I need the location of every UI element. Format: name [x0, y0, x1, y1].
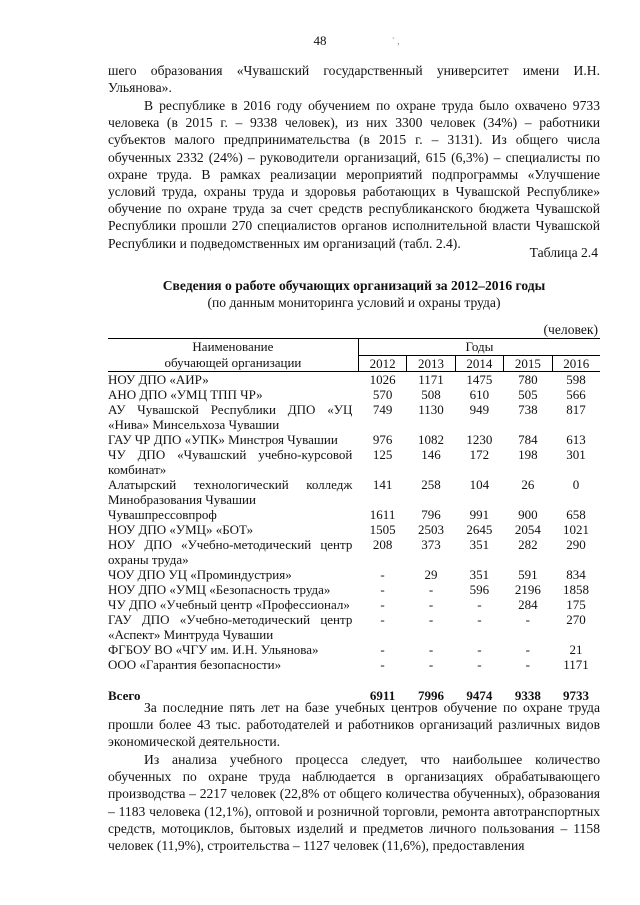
table-row: [108, 522, 600, 537]
value-2014: 610: [469, 387, 490, 402]
value-2012: -: [380, 567, 385, 582]
organization-name: АУ Чувашской Республики ДПО «УЦ «Нива» Минсельхоза Чувашии: [108, 402, 353, 432]
value-2014: 949: [469, 402, 490, 417]
table-title-block: [108, 277, 600, 311]
table-body: [108, 372, 600, 704]
organization-name: НОУ ДПО «Учебно-методический центр охраны труда»: [108, 537, 353, 567]
paragraph-4: Из анализа учебного процесса следует, что наибольшее количество обученных по охране труда наблюдается в организациях обрабатывающего производства – 2217 человек (22,8% от общего количества обученных), образования – 1183 человека (12,1%), оптовой и розничной торговли, ремонта автотранспортных средств, мотоциклов, бытовых изделий и предметов личного пользования – 1158 человек (11,9%), строительства – 1127 человек (11,6%), предоставления: [108, 752, 600, 854]
value-2013: 1171: [418, 372, 444, 387]
value-2014: 9474: [466, 688, 493, 703]
table-row: [108, 387, 600, 402]
value-2016: 0: [572, 477, 580, 492]
value-2016: 270: [566, 612, 586, 627]
column-header-years: Годы: [358, 339, 600, 356]
table-row: [108, 402, 600, 432]
table-row: [108, 567, 600, 582]
value-2015: 900: [518, 507, 538, 522]
table-row: [108, 582, 600, 597]
organization-name: НОУ ДПО «АИР»: [108, 372, 209, 387]
organization-name: ЧОУ ДПО УЦ «Проминдустрия»: [108, 567, 292, 582]
organization-name: ГАУ ЧР ДПО «УПК» Минстроя Чувашии: [108, 432, 338, 447]
value-2014: 2645: [466, 522, 493, 537]
value-2015: 738: [518, 402, 538, 417]
value-2012: -: [380, 597, 385, 612]
value-2014: 351: [469, 567, 490, 582]
table-row: [108, 537, 600, 567]
value-2014: -: [477, 612, 482, 627]
value-2016: 658: [566, 507, 586, 522]
organization-name: НОУ ДПО «УМЦ» «БОТ»: [108, 522, 254, 537]
value-2013: 1130: [418, 402, 444, 417]
table-row: [108, 657, 600, 672]
value-2012: 1611: [369, 507, 396, 522]
value-2012: -: [380, 642, 385, 657]
value-2012: 208: [372, 537, 393, 552]
value-2016: 613: [566, 432, 586, 447]
year-header-2013: 2013: [407, 355, 455, 372]
value-2015: 2196: [514, 582, 541, 597]
value-2012: -: [380, 582, 385, 597]
year-header-2016: 2016: [552, 355, 600, 372]
organization-name: ЧУ ДПО «Чувашский учебно-курсовой комбинат»: [108, 447, 353, 477]
organization-name: АНО ДПО «УМЦ ТПП ЧР»: [108, 387, 263, 402]
table-title: Сведения о работе обучающих организаций за 2012–2016 годы: [162, 278, 546, 293]
value-2012: -: [380, 612, 385, 627]
organization-name: НОУ ДПО «УМЦ «Безопасность труда»: [108, 582, 331, 597]
organization-name: ФГБОУ ВО «ЧГУ им. И.Н. Ульянова»: [108, 642, 319, 657]
table-row: [108, 507, 600, 522]
year-header-2015: 2015: [504, 355, 552, 372]
value-2015: -: [525, 657, 530, 672]
value-2012: 1505: [369, 522, 396, 537]
value-2016: 1858: [563, 582, 590, 597]
value-2013: 796: [421, 507, 441, 522]
value-2016: 598: [566, 372, 586, 387]
value-2014: -: [477, 657, 482, 672]
value-2015: 780: [518, 372, 538, 387]
year-header-2014: 2014: [455, 355, 503, 372]
table-units: (человек): [543, 322, 598, 337]
value-2014: -: [477, 597, 482, 612]
value-2013: -: [428, 612, 434, 627]
value-2013: -: [428, 657, 434, 672]
value-2014: 991: [469, 507, 490, 522]
value-2013: 146: [421, 447, 441, 462]
value-2016: 1021: [563, 522, 590, 537]
value-2016: 834: [566, 567, 586, 582]
value-2013: 2503: [417, 522, 444, 537]
value-2014: 596: [469, 582, 490, 597]
value-2013: -: [428, 642, 434, 657]
table-row: [108, 642, 600, 657]
value-2014: -: [477, 642, 482, 657]
organization-name: ГАУ ДПО «Учебно-методический центр «Аспект» Минтруда Чувашии: [108, 612, 353, 642]
value-2016: 817: [566, 402, 586, 417]
value-2014: 1475: [466, 372, 493, 387]
value-2013: 508: [421, 387, 441, 402]
column-header-name: Наименование обучающей организации: [108, 339, 358, 372]
value-2016: 21: [569, 642, 583, 657]
value-2013: -: [428, 582, 434, 597]
paragraph-3: За последние пять лет на базе учебных центров обучение по охране труда прошли более 43 тыс. работодателей и работников организаций различных видов экономической деятельности.: [108, 700, 600, 750]
value-2012: 976: [372, 432, 393, 447]
table-row: [108, 477, 600, 507]
value-2013: 29: [424, 567, 438, 582]
value-2012: 6911: [369, 688, 396, 703]
value-2013: 7996: [417, 688, 444, 703]
page-number: 48: [313, 33, 327, 48]
value-2016: 175: [566, 597, 586, 612]
value-2013: 258: [421, 477, 441, 492]
value-2014: 351: [469, 537, 490, 552]
value-2012: -: [380, 657, 385, 672]
value-2015: 26: [521, 477, 535, 492]
value-2012: 141: [372, 477, 393, 492]
value-2016: 9733: [563, 688, 590, 703]
value-2016: 1171: [563, 657, 589, 672]
table-label: Таблица 2.4: [529, 245, 598, 260]
value-2015: 591: [518, 567, 538, 582]
year-header-2012: 2012: [358, 355, 406, 372]
value-2015: -: [525, 642, 530, 657]
table-row: [108, 597, 600, 612]
scan-mark: ` ,: [392, 36, 400, 46]
organization-name: Всего: [108, 688, 141, 703]
value-2014: 104: [469, 477, 490, 492]
value-2013: -: [428, 597, 434, 612]
value-2016: 301: [566, 447, 586, 462]
paragraph-1: шего образования «Чувашский государственный университет имени И.Н. Ульянова».: [108, 63, 600, 96]
organization-name: ООО «Гарантия безопасности»: [108, 657, 282, 672]
value-2015: 784: [518, 432, 538, 447]
value-2015: 9338: [514, 688, 541, 703]
value-2012: 749: [372, 402, 393, 417]
table-row: [108, 432, 600, 447]
organizations-table: [108, 338, 600, 703]
value-2015: -: [525, 612, 530, 627]
value-2012: 125: [372, 447, 393, 462]
table-row: [108, 447, 600, 477]
value-2014: 172: [469, 447, 490, 462]
table-row: [108, 612, 600, 642]
value-2015: 2054: [514, 522, 541, 537]
organization-name: ЧУ ДПО «Учебный центр «Профессионал»: [108, 597, 350, 612]
organization-name: Чувашпрессовпроф: [108, 507, 217, 522]
value-2014: 1230: [466, 432, 493, 447]
value-2015: 198: [518, 447, 538, 462]
value-2016: 290: [566, 537, 586, 552]
value-2015: 284: [518, 597, 538, 612]
value-2013: 373: [421, 537, 441, 552]
table-row: [108, 372, 600, 388]
value-2015: 505: [518, 387, 538, 402]
value-2013: 1082: [417, 432, 444, 447]
organization-name: Алатырский технологический колледж Минобразования Чувашии: [108, 477, 353, 507]
value-2012: 1026: [369, 372, 396, 387]
table-subtitle: (по данным мониторинга условий и охраны труда): [207, 295, 501, 310]
value-2012: 570: [372, 387, 393, 402]
value-2016: 566: [566, 387, 586, 402]
value-2015: 282: [518, 537, 538, 552]
paragraph-2: В республике в 2016 году обучением по охране труда было охвачено 9733 человека (в 2015 г. – 9338 человек), из них 3300 человек (34%) – работники субъектов малого предпринимательства (в 2015 г. – 3131). Из общего числа обученных 2332 (24%) – руководители организаций, 615 (6,3%) – специалисты по охране труда. В рамках реализации мероприятий подпрограммы «Улучшение условий труда, охраны труда и здоровья работающих в Чувашской Республике» обучение по охране труда за счет средств республиканского бюджета Чувашской Республики прошли 270 специалистов органов исполнительной власти Чувашской Республики и подведомственных им организаций (табл. 2.4).: [108, 98, 600, 251]
